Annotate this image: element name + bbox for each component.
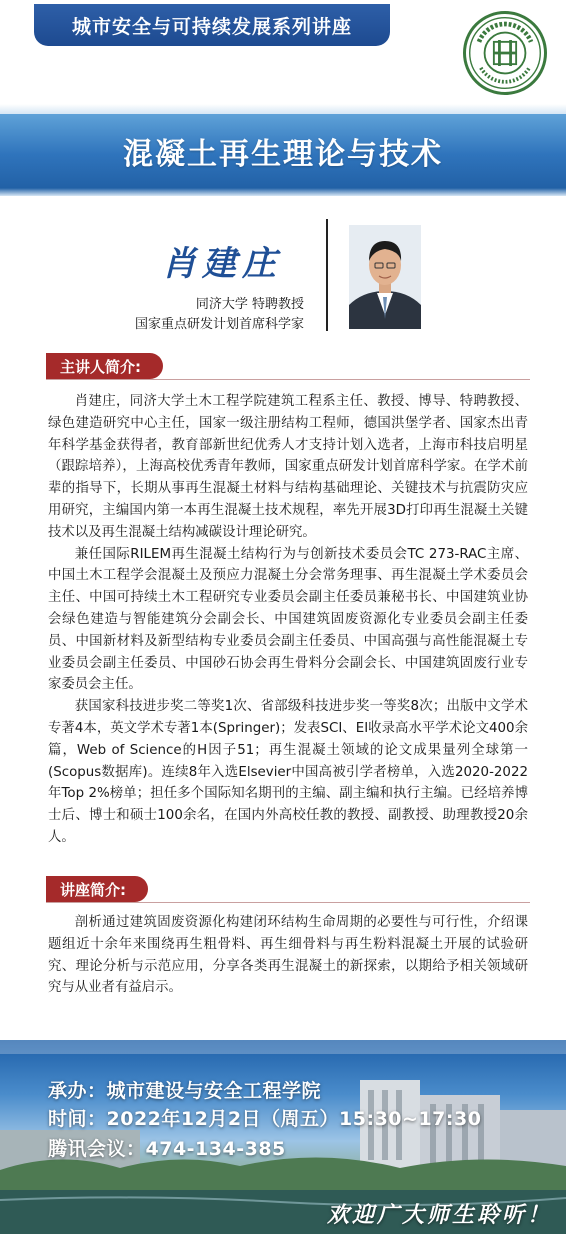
- title-band-highlight: [0, 104, 566, 114]
- bio-heading-rule: [46, 379, 530, 380]
- footer-meeting: 腾讯会议：474-134-385: [48, 1138, 286, 1160]
- school-logo: [463, 11, 547, 95]
- footer-welcome: 欢迎广大师生聆听！: [326, 1202, 552, 1228]
- speaker-affiliation: 同济大学 特聘教授: [195, 297, 304, 312]
- speaker-role: 国家重点研发计划首席科学家: [134, 317, 304, 332]
- bio-heading-tag: [46, 353, 163, 379]
- abstract-heading-tag: [46, 876, 148, 902]
- series-banner: [34, 4, 390, 46]
- speaker-portrait-figure: [349, 225, 421, 329]
- bio-paragraph: 获国家科技进步奖二等奖1次、省部级科技进步奖一等奖8次；出版中文学术专著4本，英文学术专著1本(Springer)；发表SCI、EI收录高水平学术论文400余篇，Web of Science的H因子51；再生混凝土领域的论文成果量列全球第一(Scopus数据库)。连续8年入选Elsevier中国高被引学者榜单，入选2020-2022年Top 2%榜单；担任多个国际知名期刊的主编、副主编和执行主编。已经培养博士后、博士和硕士100余名，在国内外高校任教的教授、副教授、助理教授20余人。: [48, 699, 528, 845]
- bio-body: [48, 391, 528, 849]
- speaker-divider: [326, 219, 328, 331]
- school-logo-emblem: [466, 14, 544, 92]
- abstract-paragraph: 剖析通过建筑固废资源化构建闭环结构生命周期的必要性与可行性，介绍课题组近十余年来围绕再生粗骨料、再生细骨料与再生粉料混凝土开展的试验研究、理论分析与示范应用，分享各类再生混凝土的新探索，以期给予相关领域研究与从业者有益启示。: [48, 915, 528, 996]
- lecture-title: 混凝土再生理论与技术: [123, 137, 443, 172]
- footer-banner: [0, 1040, 566, 1234]
- footer-host: 承办：城市建设与安全工程学院: [48, 1080, 322, 1102]
- bio-paragraph: 肖建庄，同济大学土木工程学院建筑工程系主任、教授、博导、特聘教授、绿色建造研究中心主任，国家一级注册结构工程师，德国洪堡学者、国家杰出青年科学基金获得者，教育部新世纪优秀人才支持计划入选者，上海市科技启明星（跟踪培养），上海高校优秀青年教师，国家重点研发计划首席科学家。在学术前辈的指导下，长期从事再生混凝土材料与结构基础理论、关键技术与抗震防灾应用研究，主编国内第一本再生混凝土技术规程，率先开展3D打印再生混凝土关键技术以及再生混凝土结构减碳设计理论研究。: [48, 394, 528, 540]
- footer-time: 时间：2022年12月2日（周五）15:30~17:30: [48, 1108, 482, 1130]
- title-band-shadow: [0, 188, 566, 196]
- series-title: 城市安全与可持续发展系列讲座: [71, 15, 352, 38]
- bio-paragraph: 兼任国际RILEM再生混凝土结构行为与创新技术委员会TC 273-RAC主席、中国土木工程学会混凝土及预应力混凝土分会常务理事、再生混凝土学术委员会主任、中国可持续土木工程研究专业委员会副主任委员兼秘书长、中国建筑业协会绿色建造与智能建筑分会副会长、中国建筑固废资源化专业委员会副主任委员、中国新材料及新型结构专业委员会副主任委员、中国高强与高性能混凝土专业委员会副主任委员、中国砂石协会再生骨料分会副会长、中国建筑固废行业专家委员会主任。: [48, 546, 528, 693]
- abstract-heading-rule: [46, 902, 530, 903]
- abstract-body: [48, 912, 528, 999]
- lecture-title-band: [0, 114, 566, 188]
- speaker-portrait: [349, 225, 421, 329]
- speaker-name: 肖建庄: [162, 244, 282, 284]
- abstract-heading: 讲座简介:: [60, 880, 126, 899]
- bio-heading: 主讲人简介:: [60, 357, 141, 376]
